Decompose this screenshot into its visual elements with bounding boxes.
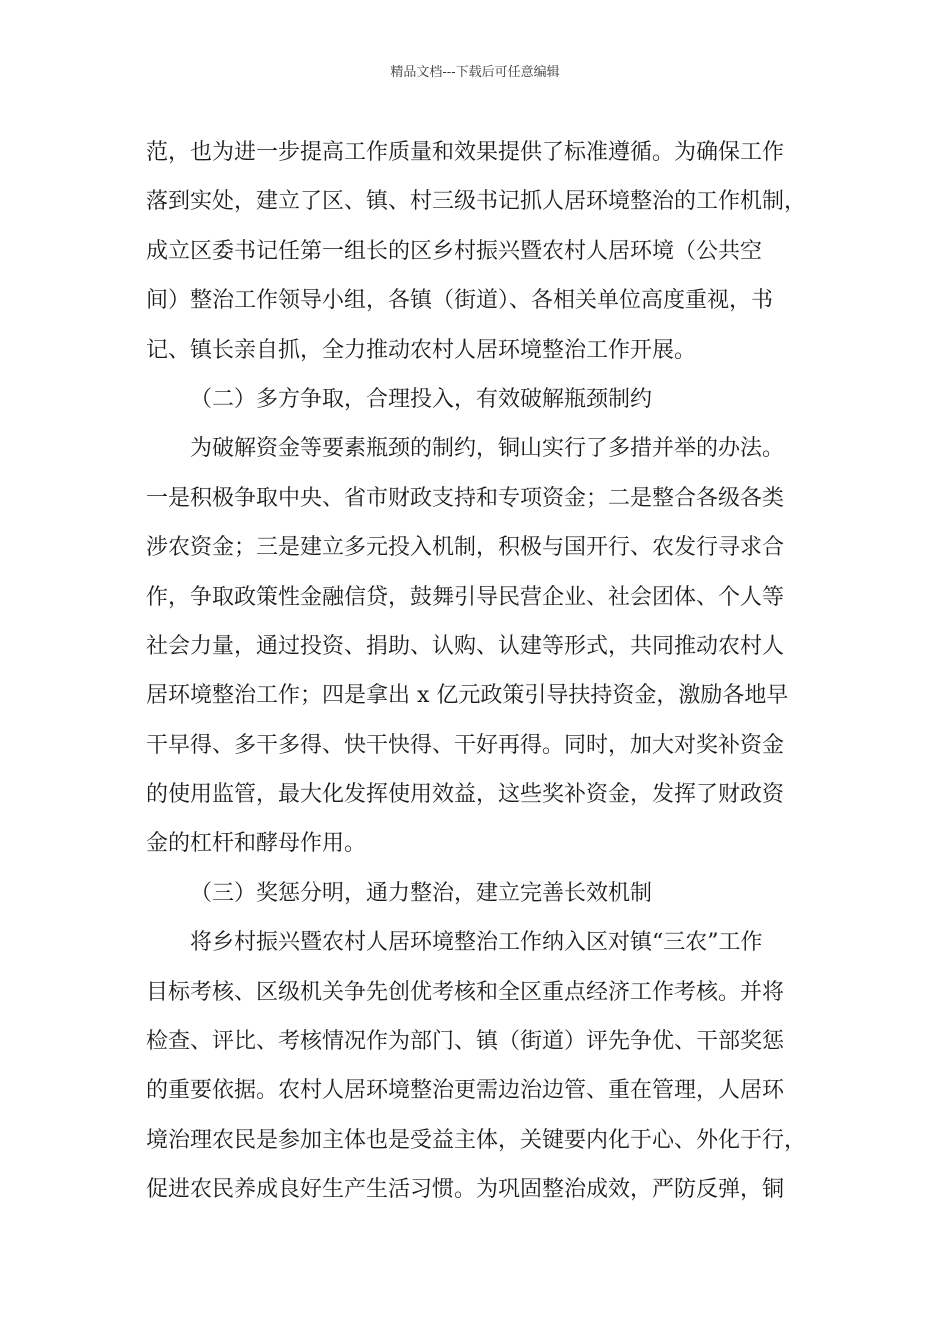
text-line: 金的杠杆和酵母作用。 xyxy=(146,831,367,857)
paragraph-first-line: 为破解资金等要素瓶颈的制约，铜山实行了多措并举的办法。 xyxy=(190,436,785,462)
page-header: 精品文档---下载后可任意编辑 xyxy=(390,65,560,80)
text-line: 的使用监管，最大化发挥使用效益，这些奖补资金，发挥了财政资 xyxy=(146,782,785,808)
text-line: 社会力量，通过投资、捐助、认购、认建等形式，共同推动农村人 xyxy=(146,633,785,659)
text-line: 境治理农民是参加主体也是受益主体，关键要内化于心、外化于行， xyxy=(146,1127,807,1153)
text-line: 目标考核、区级机关争先创优考核和全区重点经济工作考核。并将 xyxy=(146,979,785,1005)
text-line: 涉农资金；三是建立多元投入机制，积极与国开行、农发行寻求合 xyxy=(146,535,785,561)
text-line: 成立区委书记任第一组长的区乡村振兴暨农村人居环境（公共空 xyxy=(146,238,763,264)
paragraph-first-line: 将乡村振兴暨农村人居环境整治工作纳入区对镇“三农”工作 xyxy=(190,930,763,956)
text-line: 居环境整治工作；四是拿出 x 亿元政策引导扶持资金，激励各地早 xyxy=(146,683,789,709)
text-line: 记、镇长亲自抓，全力推动农村人居环境整治工作开展。 xyxy=(146,337,697,363)
text-line: 作，争取政策性金融信贷，鼓舞引导民营企业、社会团体、个人等 xyxy=(146,584,785,610)
text-line: 检查、评比、考核情况作为部门、镇（街道）评先争优、干部奖惩 xyxy=(146,1029,785,1055)
text-line: 的重要依据。农村人居环境整治更需边治边管、重在管理，人居环 xyxy=(146,1078,785,1104)
text-line: 间）整治工作领导小组，各镇（街道）、各相关单位高度重视，书 xyxy=(146,288,774,314)
body-text xyxy=(146,128,826,1215)
text-line: 一是积极争取中央、省市财政支持和专项资金；二是整合各级各类 xyxy=(146,485,785,511)
text-line: 促进农民养成良好生产生活习惯。为巩固整治成效，严防反弹，铜 xyxy=(146,1177,785,1203)
section-heading: （三）奖惩分明，通力整治，建立完善长效机制 xyxy=(190,880,653,906)
text-line: 干早得、多干多得、快干快得、干好再得。同时，加大对奖补资金 xyxy=(146,732,785,758)
text-line: 落到实处，建立了区、镇、村三级书记抓人居环境整治的工作机制， xyxy=(146,189,807,215)
section-heading: （二）多方争取，合理投入，有效破解瓶颈制约 xyxy=(190,386,653,412)
text-line: 范，也为进一步提高工作质量和效果提供了标准遵循。为确保工作 xyxy=(146,140,785,165)
